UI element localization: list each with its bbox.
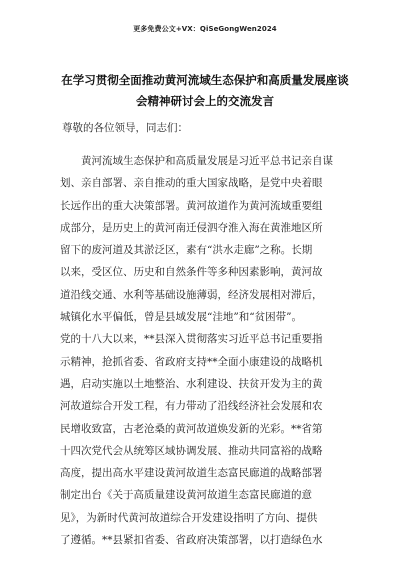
body-line: 民增收致富，古老沧桑的黄河故道焕发新的光彩。**省第 [60, 422, 323, 435]
body-line: 党的十八大以来，**县深入贯彻落实习近平总书记重要指 [60, 333, 323, 346]
body-line: 成部分，是历史上的黄河南迁侵泗夺淮入海在黄淮地区所 [60, 221, 323, 234]
body-line: 遇，启动实施以土地整治、水利建设、扶贫开发为主的黄 [60, 377, 323, 390]
body-line: 示精神，抢抓省委、省政府支持**全面小康建设的战略机 [60, 355, 323, 368]
body-line: 道沿线交通、水利等基础设施薄弱，经济发展相对滞后， [60, 288, 323, 301]
body-line: 黄河流域生态保护和高质量发展是习近平总书记亲自谋 [60, 155, 333, 167]
title-line: 会精神研讨会上的交流发言 [136, 94, 274, 108]
body-line: 十四次党代会从统筹区域协调发展、推动共同富裕的战略 [60, 444, 323, 457]
body-line: 河故道综合开发工程，有力带动了沿线经济社会发展和农 [60, 400, 323, 413]
body-line: 高度，提出高水平建设黄河故道生态富民廊道的战略部署 [60, 467, 323, 480]
body-line: 以来，受区位、历史和自然条件等多种因素影响，黄河故 [60, 266, 323, 279]
body-line: 留下的废河道及其淤泛区，素有“洪水走廊”之称。长期 [60, 244, 313, 257]
body-line: 见》，为新时代黄河故道综合开发建设指明了方向、提供 [60, 511, 318, 524]
title-line: 在学习贯彻全面推动黄河流域生态保护和高质量发展座谈 [61, 73, 349, 87]
body-paragraph [60, 150, 366, 551]
body-line: 了遵循。**县紧扣省委、省政府决策部署，以打造绿色水 [60, 534, 323, 547]
document-title [30, 70, 380, 112]
body-line: 划、亲自部署、亲自推动的重大国家战略，是党中央着眼 [60, 177, 323, 190]
body-line: 城镇化水平偏低，曾是县域发展“洼地”和“贫困带”。 [60, 311, 302, 324]
body-line: 制定出台《关于高质量建设黄河故道生态富民廊道的意 [60, 489, 312, 502]
header-note: 更多免费公文+VX：QiSeGongWen2024 [133, 25, 277, 33]
body-line: 长远作出的重大决策部署。黄河故道作为黄河流域重要组 [60, 199, 323, 212]
salutation: 尊敬的各位领导，同志们： [62, 122, 188, 134]
